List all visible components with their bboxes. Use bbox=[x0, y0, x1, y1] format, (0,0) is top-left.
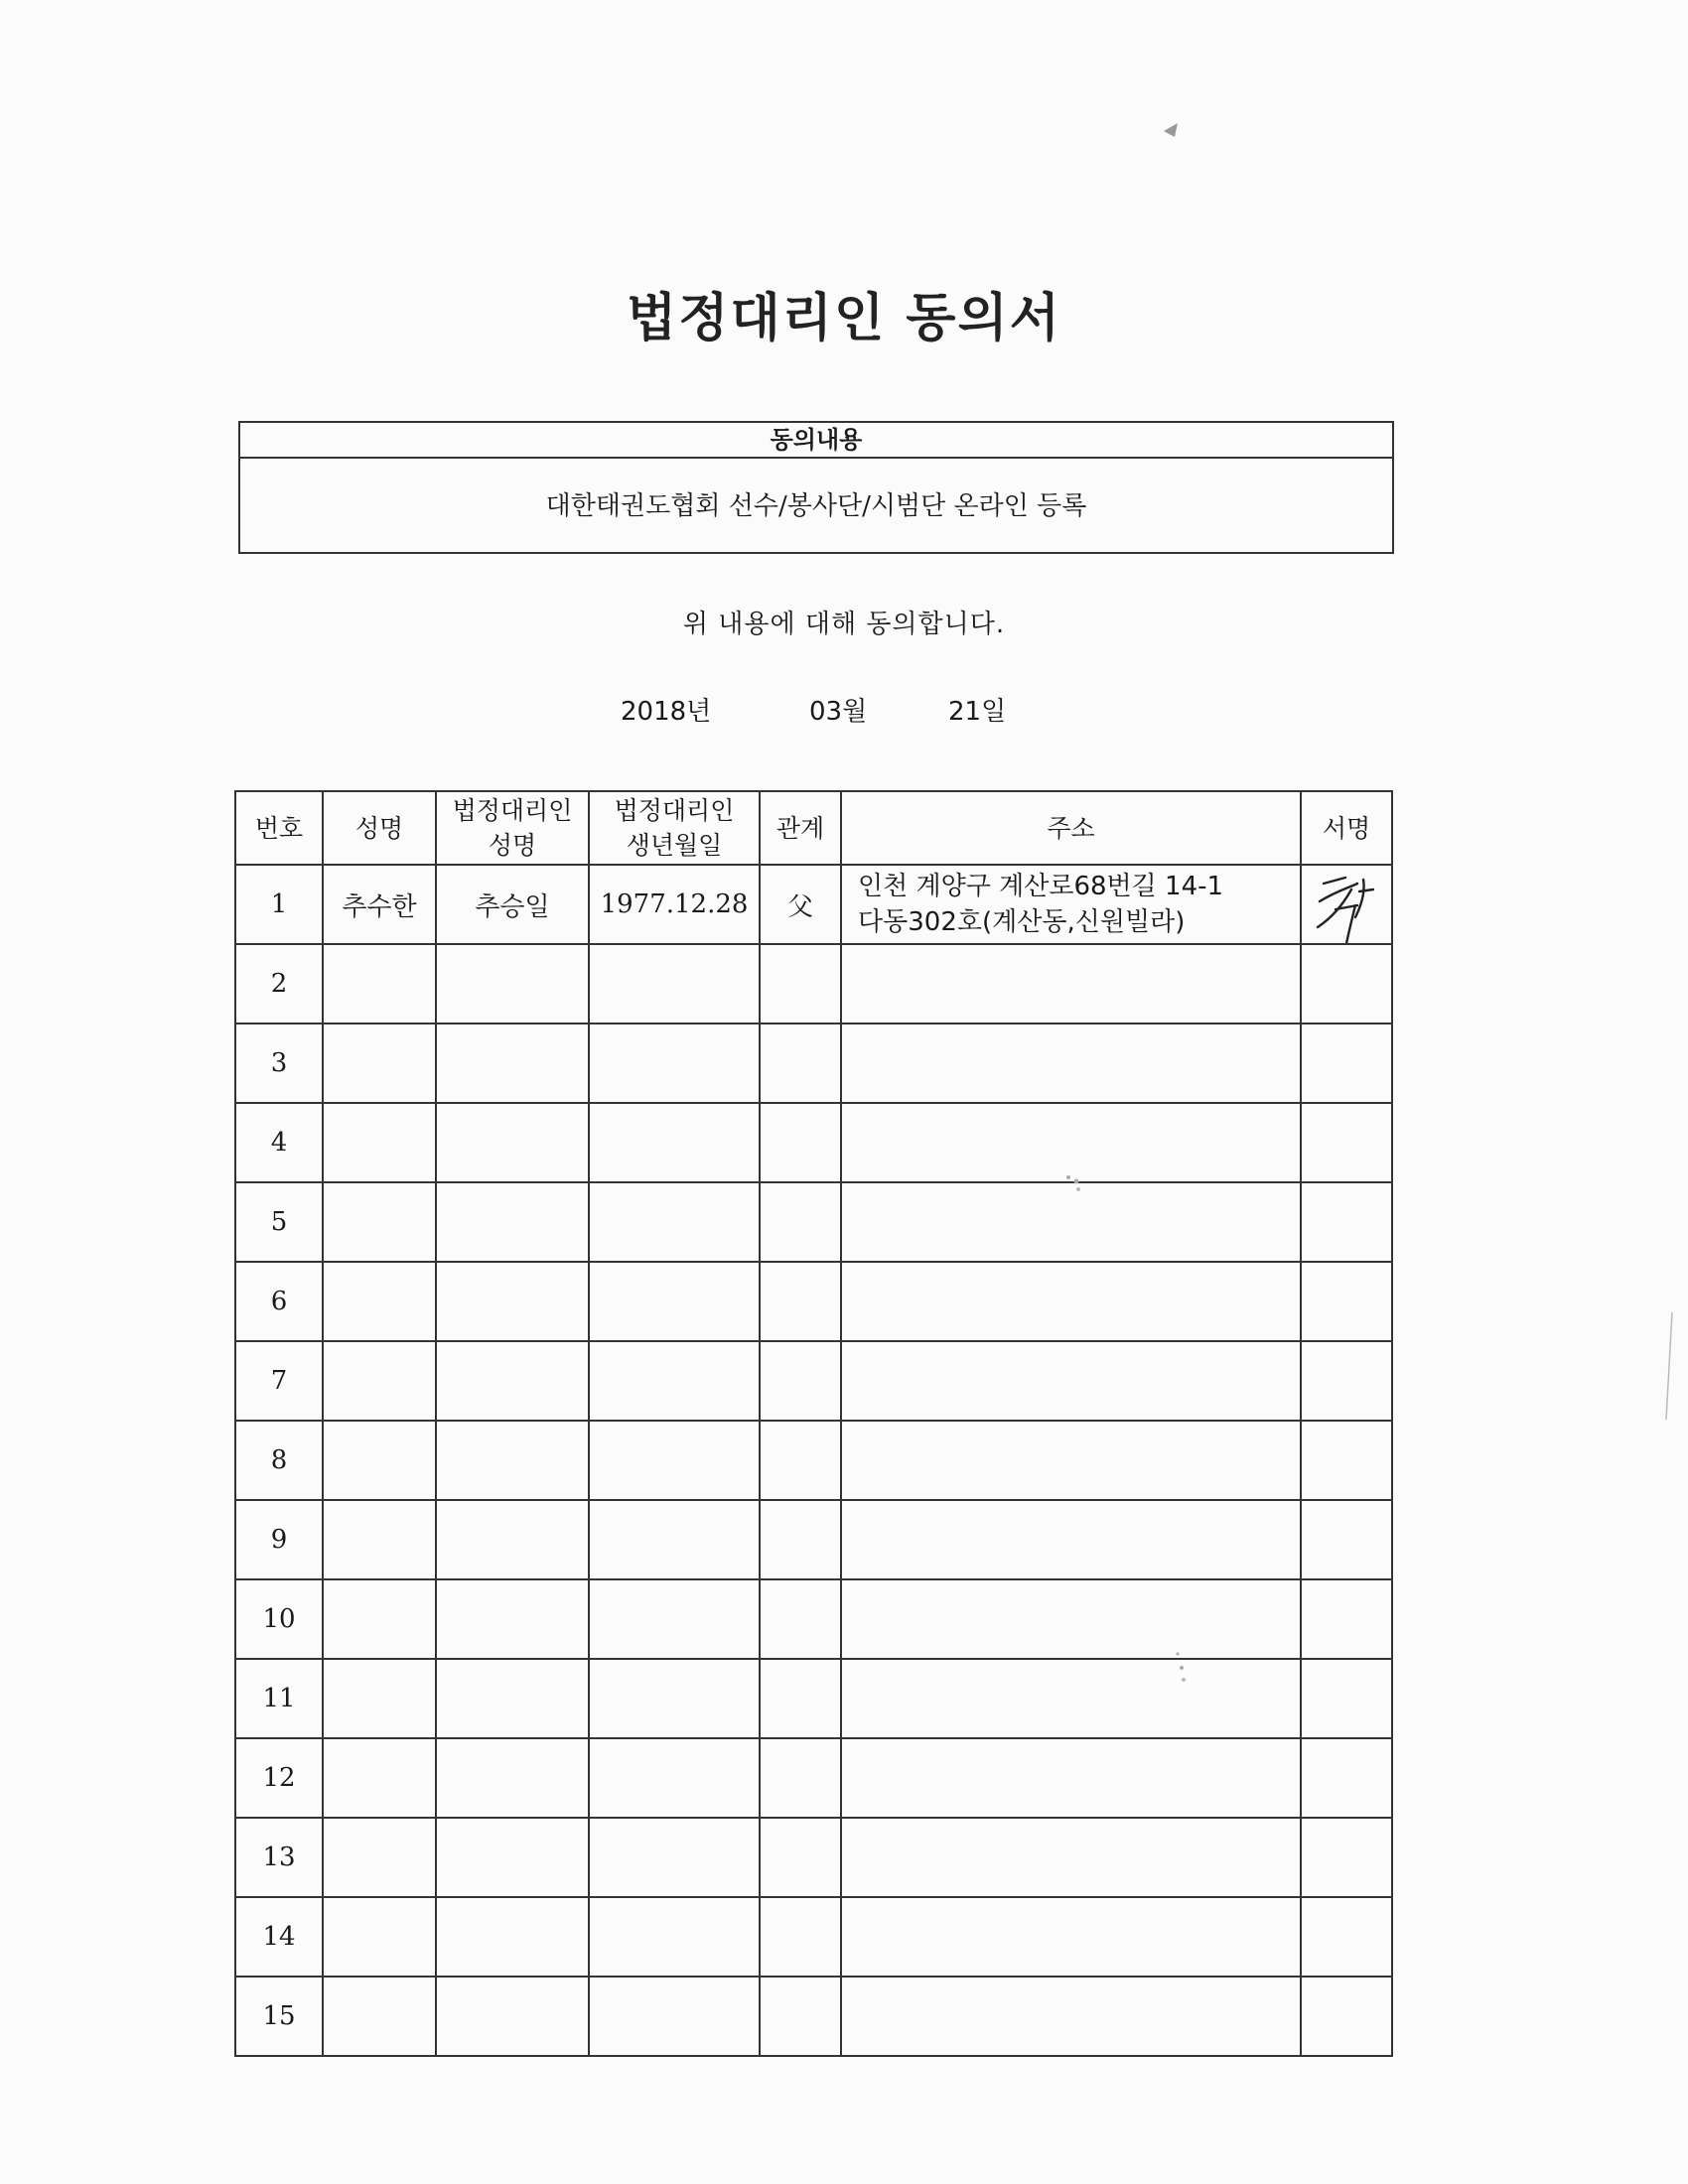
table-row bbox=[235, 1500, 1392, 1579]
cell-no: 13 bbox=[235, 1818, 323, 1897]
cell-guardian-birth bbox=[589, 1977, 760, 2056]
cell-name bbox=[323, 1579, 436, 1659]
cell-relation bbox=[760, 1738, 841, 1818]
scan-speck bbox=[1162, 121, 1182, 141]
table-row bbox=[235, 1103, 1392, 1182]
table-header-row bbox=[235, 791, 1392, 865]
consent-header: 동의내용 bbox=[240, 423, 1392, 459]
cell-name bbox=[323, 1818, 436, 1897]
cell-no: 11 bbox=[235, 1659, 323, 1738]
cell-no: 1 bbox=[235, 865, 323, 944]
cell-name bbox=[323, 1897, 436, 1977]
header-name: 성명 bbox=[323, 791, 436, 865]
cell-name bbox=[323, 1421, 436, 1500]
table-row bbox=[235, 944, 1392, 1024]
table-row bbox=[235, 1738, 1392, 1818]
cell-guardian-name bbox=[436, 1738, 589, 1818]
cell-relation bbox=[760, 1977, 841, 2056]
cell-relation bbox=[760, 1897, 841, 1977]
scan-speck bbox=[1058, 1167, 1088, 1197]
cell-no: 7 bbox=[235, 1341, 323, 1421]
cell-no: 15 bbox=[235, 1977, 323, 2056]
consent-box bbox=[238, 421, 1394, 554]
cell-signature bbox=[1301, 1182, 1392, 1262]
cell-relation bbox=[760, 944, 841, 1024]
cell-guardian-birth bbox=[589, 1818, 760, 1897]
cell-guardian-name bbox=[436, 1341, 589, 1421]
cell-guardian-name bbox=[436, 1024, 589, 1103]
cell-guardian-birth bbox=[589, 1659, 760, 1738]
header-number: 번호 bbox=[235, 791, 323, 865]
cell-guardian-birth bbox=[589, 1500, 760, 1579]
table-row bbox=[235, 865, 1392, 944]
cell-no: 14 bbox=[235, 1897, 323, 1977]
table-row bbox=[235, 1182, 1392, 1262]
cell-address bbox=[841, 1659, 1301, 1738]
cell-signature bbox=[1301, 1818, 1392, 1897]
cell-no: 12 bbox=[235, 1738, 323, 1818]
header-guardian-name bbox=[436, 791, 589, 865]
cell-name bbox=[323, 1738, 436, 1818]
cell-guardian-birth bbox=[589, 1738, 760, 1818]
cell-no: 2 bbox=[235, 944, 323, 1024]
cell-guardian-birth bbox=[589, 1024, 760, 1103]
cell-address bbox=[841, 1818, 1301, 1897]
cell-name bbox=[323, 1103, 436, 1182]
table-row bbox=[235, 1897, 1392, 1977]
table-row bbox=[235, 1818, 1392, 1897]
address-line-1: 인천 계양구 계산로68번길 14-1 bbox=[858, 871, 1224, 901]
cell-address bbox=[841, 1579, 1301, 1659]
cell-name bbox=[323, 1659, 436, 1738]
cell-relation: 父 bbox=[760, 865, 841, 944]
cell-guardian-name bbox=[436, 1421, 589, 1500]
consent-body: 대한태권도협회 선수/봉사단/시범단 온라인 등록 bbox=[545, 491, 1087, 521]
document-title: 법정대리인 동의서 bbox=[627, 289, 1061, 348]
cell-relation bbox=[760, 1182, 841, 1262]
cell-name bbox=[323, 1182, 436, 1262]
cell-signature bbox=[1301, 865, 1392, 944]
header-guardian-birth bbox=[589, 791, 760, 865]
scan-speck bbox=[1172, 1648, 1192, 1688]
cell-address bbox=[841, 944, 1301, 1024]
cell-guardian-birth bbox=[589, 1262, 760, 1341]
cell-signature bbox=[1301, 1738, 1392, 1818]
cell-guardian-name: 추승일 bbox=[436, 865, 589, 944]
header-guardian-name-line2: 성명 bbox=[488, 831, 537, 860]
cell-name: 추수한 bbox=[323, 865, 436, 944]
cell-address bbox=[841, 1421, 1301, 1500]
cell-no: 3 bbox=[235, 1024, 323, 1103]
guardian-table bbox=[234, 790, 1393, 2057]
cell-guardian-name bbox=[436, 1500, 589, 1579]
cell-name bbox=[323, 1977, 436, 2056]
cell-address bbox=[841, 1341, 1301, 1421]
cell-name bbox=[323, 944, 436, 1024]
cell-no: 5 bbox=[235, 1182, 323, 1262]
cell-no: 6 bbox=[235, 1262, 323, 1341]
header-address: 주소 bbox=[841, 791, 1301, 865]
cell-guardian-birth bbox=[589, 1421, 760, 1500]
cell-relation bbox=[760, 1103, 841, 1182]
cell-guardian-birth bbox=[589, 1103, 760, 1182]
cell-signature bbox=[1301, 1421, 1392, 1500]
date-day: 21일 bbox=[948, 697, 1007, 727]
cell-guardian-name bbox=[436, 1262, 589, 1341]
cell-guardian-name bbox=[436, 1103, 589, 1182]
cell-signature bbox=[1301, 1500, 1392, 1579]
cell-relation bbox=[760, 1500, 841, 1579]
cell-relation bbox=[760, 1262, 841, 1341]
table-row bbox=[235, 1421, 1392, 1500]
cell-relation bbox=[760, 1421, 841, 1500]
cell-guardian-name bbox=[436, 1977, 589, 2056]
cell-no: 10 bbox=[235, 1579, 323, 1659]
cell-guardian-name bbox=[436, 1659, 589, 1738]
cell-address bbox=[841, 1262, 1301, 1341]
date-year: 2018년 bbox=[621, 697, 712, 727]
cell-signature bbox=[1301, 1659, 1392, 1738]
cell-relation bbox=[760, 1659, 841, 1738]
cell-signature bbox=[1301, 1897, 1392, 1977]
agree-statement: 위 내용에 대해 동의합니다. bbox=[682, 610, 1006, 639]
header-relation: 관계 bbox=[760, 791, 841, 865]
cell-name bbox=[323, 1500, 436, 1579]
cell-guardian-name bbox=[436, 1579, 589, 1659]
handwritten-signature bbox=[1306, 865, 1391, 944]
cell-guardian-name bbox=[436, 944, 589, 1024]
cell-no: 9 bbox=[235, 1500, 323, 1579]
cell-guardian-birth bbox=[589, 1341, 760, 1421]
cell-address bbox=[841, 1738, 1301, 1818]
cell-guardian-birth: 1977.12.28 bbox=[589, 865, 760, 944]
cell-relation bbox=[760, 1818, 841, 1897]
cell-address bbox=[841, 865, 1301, 944]
address-line-2: 다동302호(계산동,신원빌라) bbox=[858, 907, 1186, 937]
cell-no: 4 bbox=[235, 1103, 323, 1182]
cell-address bbox=[841, 1500, 1301, 1579]
cell-guardian-name bbox=[436, 1897, 589, 1977]
cell-signature bbox=[1301, 1977, 1392, 2056]
cell-address bbox=[841, 1977, 1301, 2056]
cell-signature bbox=[1301, 1262, 1392, 1341]
table-row bbox=[235, 1977, 1392, 2056]
cell-guardian-birth bbox=[589, 944, 760, 1024]
header-signature: 서명 bbox=[1301, 791, 1392, 865]
cell-address bbox=[841, 1897, 1301, 1977]
date-month: 03월 bbox=[809, 697, 868, 727]
header-guardian-birth-line2: 생년월일 bbox=[626, 831, 723, 860]
cell-relation bbox=[760, 1341, 841, 1421]
cell-signature bbox=[1301, 1579, 1392, 1659]
cell-no: 8 bbox=[235, 1421, 323, 1500]
table-row bbox=[235, 1579, 1392, 1659]
cell-name bbox=[323, 1024, 436, 1103]
table-row bbox=[235, 1024, 1392, 1103]
table-row bbox=[235, 1341, 1392, 1421]
cell-signature bbox=[1301, 944, 1392, 1024]
table-row bbox=[235, 1262, 1392, 1341]
cell-guardian-name bbox=[436, 1182, 589, 1262]
cell-address bbox=[841, 1024, 1301, 1103]
table-row bbox=[235, 1659, 1392, 1738]
header-guardian-birth-line1: 법정대리인 bbox=[614, 796, 735, 825]
header-guardian-name-line1: 법정대리인 bbox=[452, 796, 573, 825]
cell-signature bbox=[1301, 1341, 1392, 1421]
cell-guardian-birth bbox=[589, 1182, 760, 1262]
cell-signature bbox=[1301, 1103, 1392, 1182]
scan-edge-mark bbox=[1658, 1310, 1678, 1430]
cell-guardian-name bbox=[436, 1818, 589, 1897]
cell-relation bbox=[760, 1579, 841, 1659]
cell-signature bbox=[1301, 1024, 1392, 1103]
cell-name bbox=[323, 1262, 436, 1341]
cell-guardian-birth bbox=[589, 1897, 760, 1977]
cell-name bbox=[323, 1341, 436, 1421]
cell-guardian-birth bbox=[589, 1579, 760, 1659]
cell-relation bbox=[760, 1024, 841, 1103]
